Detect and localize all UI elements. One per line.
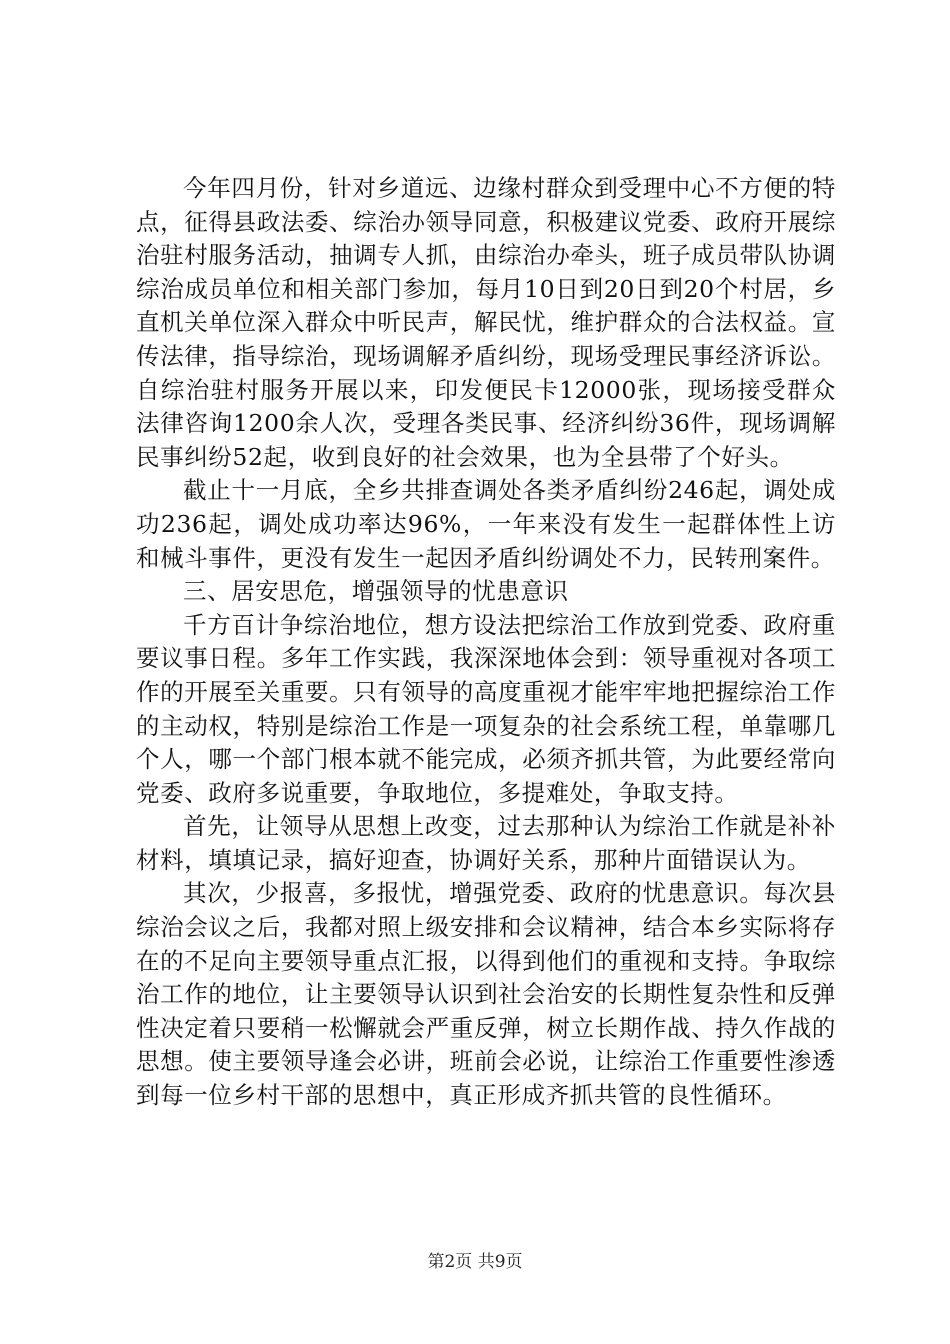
paragraph-leadership-priority: 千方百计争综治地位，想方设法把综治工作放到党委、政府重要议事日程。多年工作实践，我深深地体会到：领导重视对各项工作的开展至关重要。只有领导的高度重视才能牢牢地把握综治工作的主动权，特别是综治工作是一项复杂的社会系统工程，单靠哪几个人，哪一个部门根本就不能完成，必须齐抓共管，为此要经常向党委、政府多说重要，争取地位，多提难处，争取支持。	[136, 610, 836, 807]
paragraph-service-activity: 今年四月份，针对乡道远、边缘村群众到受理中心不方便的特点，征得县政法委、综治办领导同意，积极建议党委、政府开展综治驻村服务活动，抽调专人抓，由综治办牵头，班子成员带队协调综治成员单位和相关部门参加，每月10日到20日到20个村居，乡直机关单位深入群众中听民声，解民忧，维护群众的合法权益。宣传法律，指导综治，现场调解矛盾纠纷，现场受理民事经济诉讼。自综治驻村服务开展以来，印发便民卡12000张，现场接受群众法律咨询1200余人次，受理各类民事、经济纠纷36件，现场调解民事纠纷52起，收到良好的社会效果，也为全县带了个好头。	[136, 174, 836, 471]
paragraph-first-point: 首先，让领导从思想上改变，过去那种认为综治工作就是补补材料，填填记录，搞好迎查，协调好关系，那种片面错误认为。	[136, 812, 836, 874]
paragraph-dispute-statistics: 截止十一月底，全乡共排查调处各类矛盾纠纷246起，调处成功236起，调处成功率达96%，一年来没有发生一起群体性上访和械斗事件，更没有发生一起因矛盾纠纷调处不力，民转刑案件。	[136, 476, 836, 572]
section-heading: 三、居安思危，增强领导的忧患意识	[183, 577, 569, 606]
page-number-footer: 第2页 共9页	[427, 1252, 523, 1272]
document-body	[136, 172, 836, 1113]
paragraph-second-point: 其次，少报喜，多报忧，增强党委、政府的忧患意识。每次县综治会议之后，我都对照上级安排和会议精神，结合本乡实际将存在的不足向主要领导重点汇报，以得到他们的重视和支持。争取综治工作的地位，让主要领导认识到社会治安的长期性复杂性和反弹性决定着只要稍一松懈就会严重反弹，树立长期作战、持久作战的思想。使主要领导逢会必讲，班前会必说，让综治工作重要性渗透到每一位乡村干部的思想中，真正形成齐抓共管的良性循环。	[136, 879, 836, 1110]
